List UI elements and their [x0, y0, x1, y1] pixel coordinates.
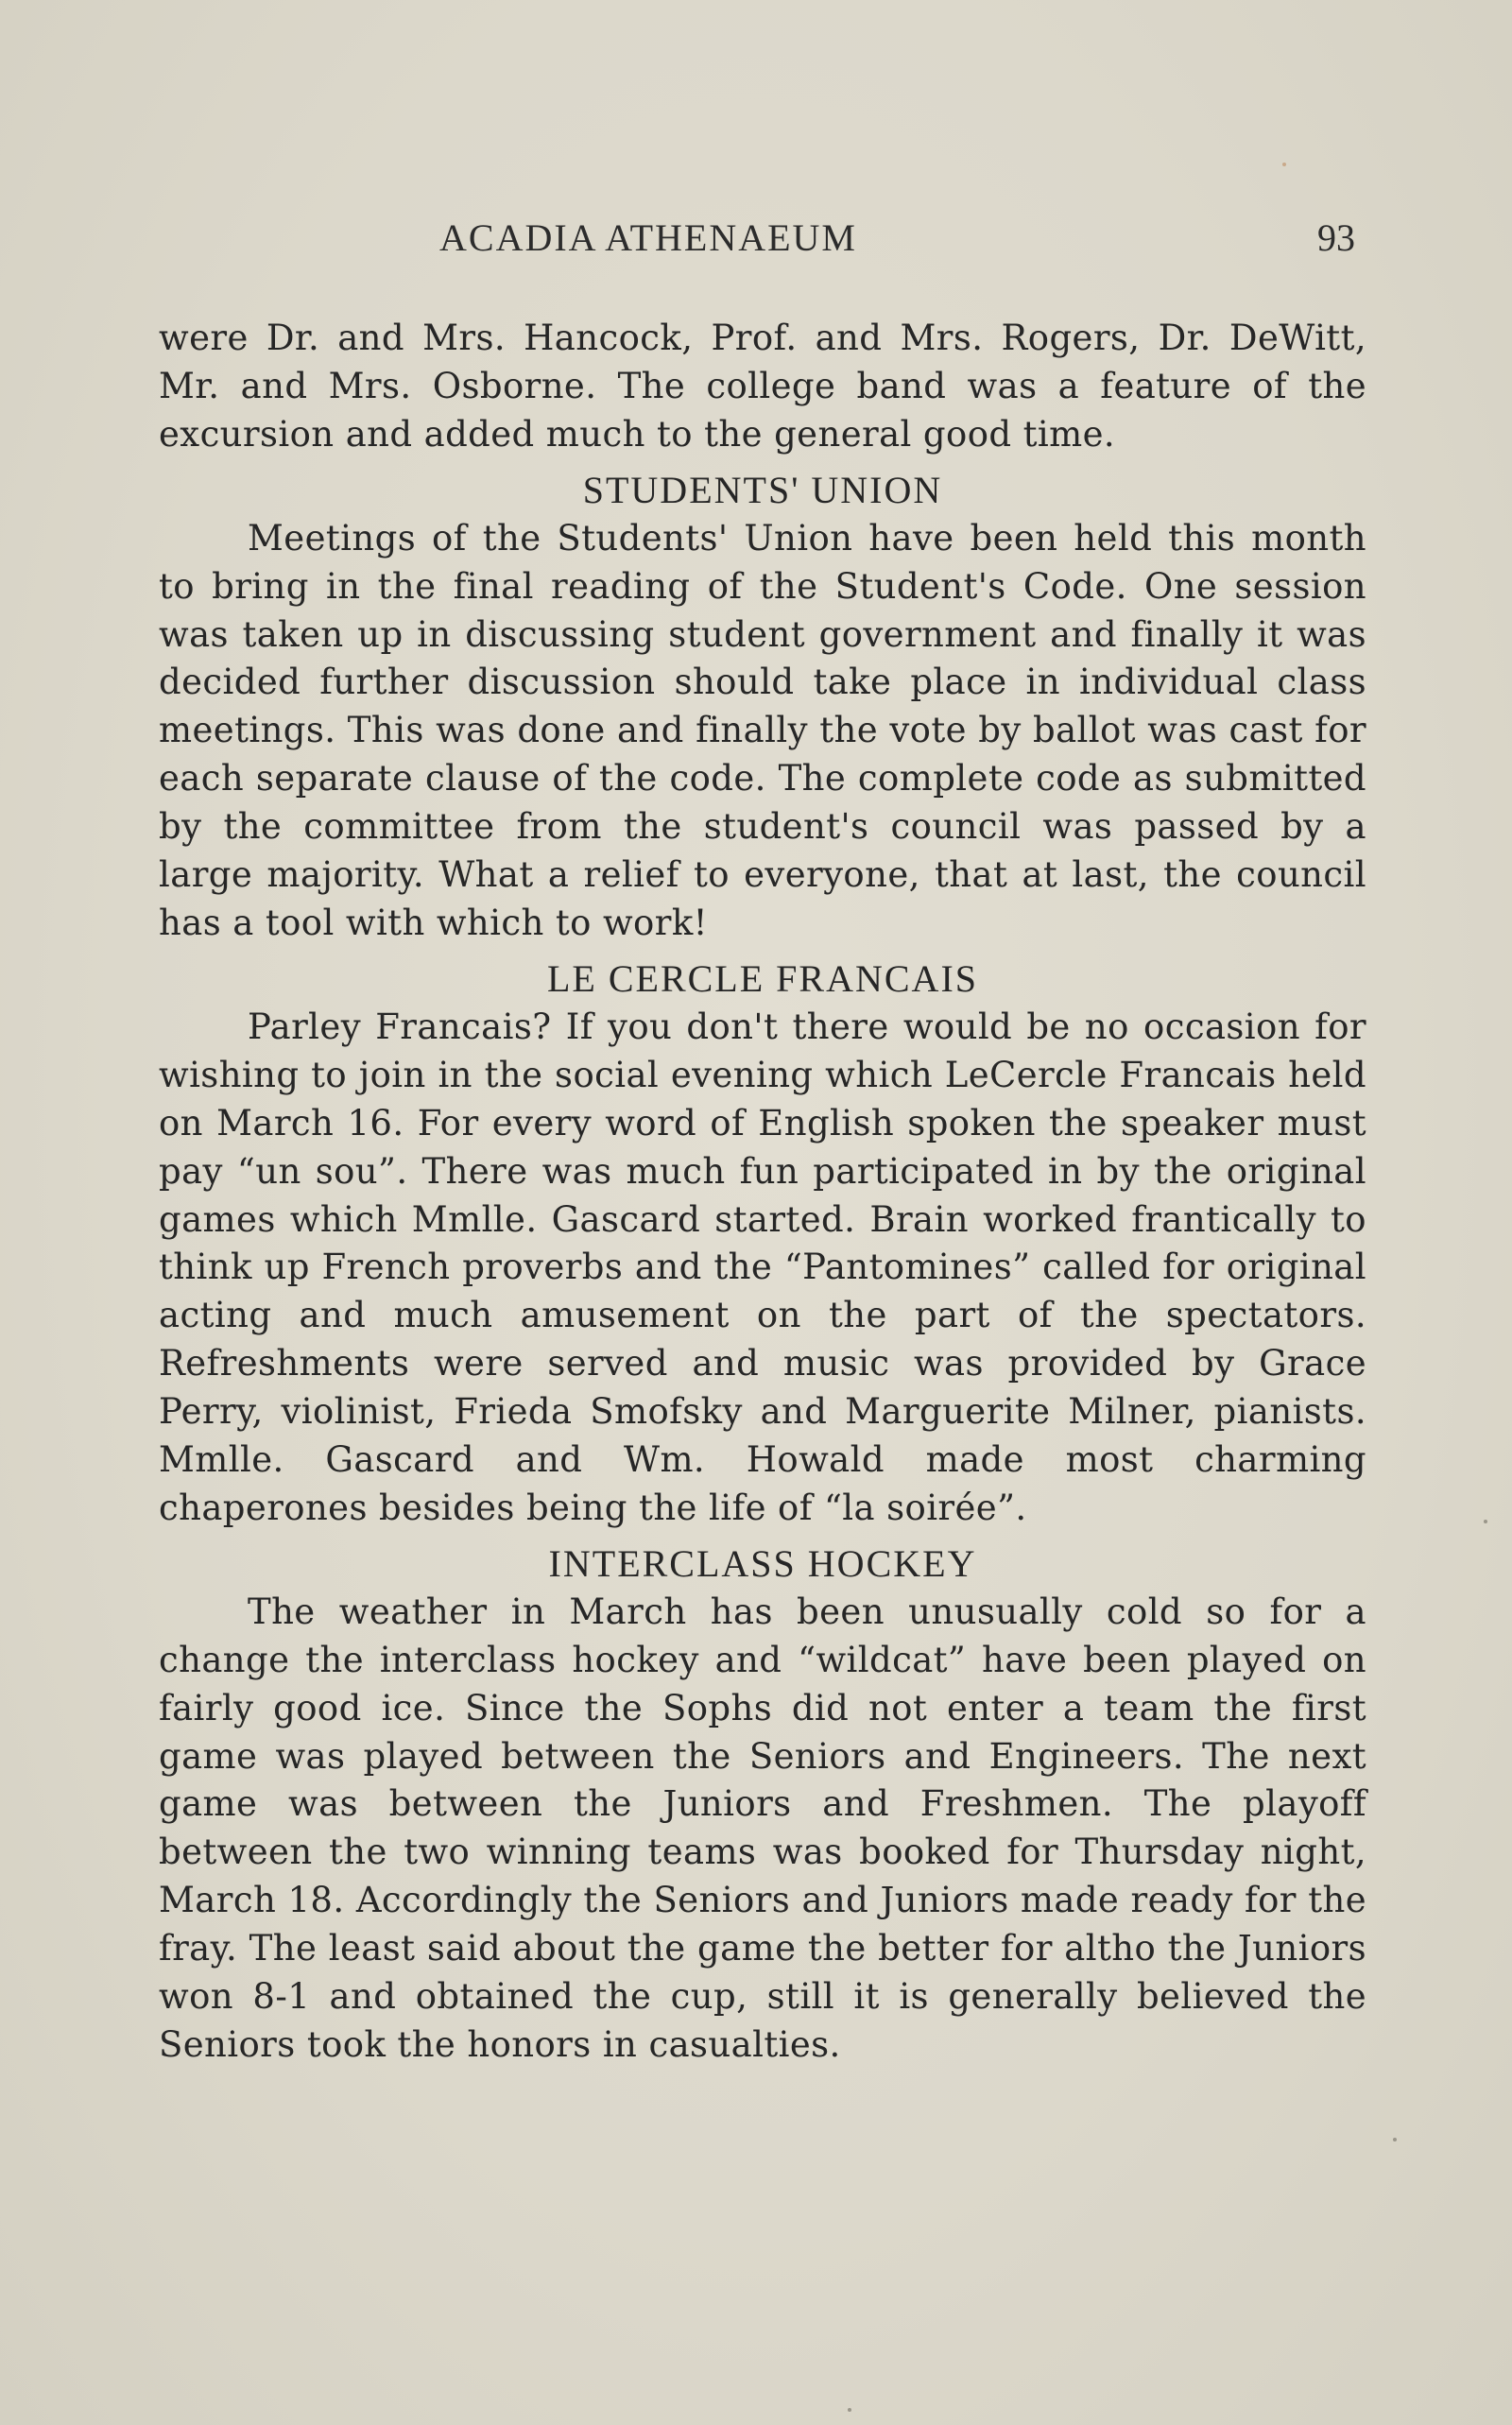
running-title: ACADIA ATHENAEUM	[439, 216, 857, 259]
section-paragraph-interclass-hockey: The weather in March has been unusually cold so for a change the interclass hockey and “wildcat” have been played on fairly good ice. Since the Sophs did not enter a team the first game was played between the Seniors and Engineers. The next game was between the Juniors and Freshmen. The playoff between the two winning teams was booked for Thursday night, March 18. Accordingly the Seniors and Juniors made ready for the fray. The least said about the game the better for altho the Juniors won 8-1 and obtained the cup, still it is generally believed the Seniors took the honors in casualties.	[159, 1591, 1366, 2065]
paper-speck	[1393, 2138, 1397, 2141]
section-heading-interclass-hockey: INTERCLASS HOCKEY	[548, 1541, 977, 1585]
page-number: 93	[1317, 216, 1355, 259]
section-heading-students-union: STUDENTS' UNION	[582, 468, 943, 511]
section-paragraph-le-cercle-francais: Parley Francais? If you don't there would be no occasion for wishing to join in the social evening which LeCercle Francais held on March 16. For every word of English spoken the speaker must pay “un sou”. There was much fun participated in by the original games which Mmlle. Gascard started. Brain worked frantically to think up French proverbs and the “Pantomines” called for original acting and much amusement on the part of the spectators. Refreshments were served and music was provided by Grace Perry, violinist, Frieda Smofsky and Marguerite Milner, pianists. Mmlle. Gascard and Wm. Howald made most charming chaperones besides being the life of “la soirée”.	[159, 1006, 1366, 1528]
intro-paragraph: were Dr. and Mrs. Hancock, Prof. and Mrs. Rogers, Dr. DeWitt, Mr. and Mrs. Osborne. The college band was a feature of the excursion and added much to the general good time.	[159, 318, 1366, 455]
article-body	[159, 315, 1366, 2070]
paper-speck	[848, 2408, 851, 2412]
running-head	[0, 215, 1512, 272]
section-paragraph-students-union: Meetings of the Students' Union have been held this month to bring in the final reading of the Student's Code. One session was taken up in discussing student government and finally it was decided further discussion should take place in individual class meetings. This was done and finally the vote by ballot was cast for each separate clause of the code. The complete code as submitted by the committee from the student's council was passed by a large majority. What a relief to everyone, that at last, the council has a tool with which to work!	[159, 517, 1366, 943]
paper-speck	[1282, 163, 1286, 166]
paper-speck	[1484, 1520, 1487, 1523]
section-heading-le-cercle-francais: LE CERCLE FRANCAIS	[546, 956, 979, 1000]
